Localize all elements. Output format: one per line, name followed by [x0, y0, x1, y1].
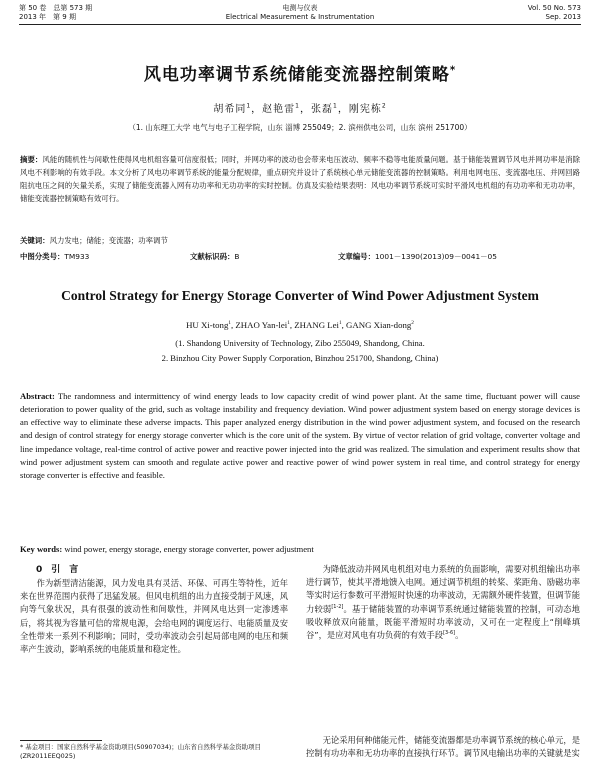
header-center-line2: Electrical Measurement & Instrumentation [225, 13, 375, 21]
keywords-en [20, 543, 580, 556]
footnote-funding: * 基金项目：国家自然科学基金资助项目(50907034)；山东省自然科学基金资助项目(ZR2011EEQ025) [20, 743, 261, 760]
article-number [338, 251, 497, 262]
journal-name [0, 4, 600, 22]
title-cn-block [0, 60, 600, 85]
author-en-1: HU Xi-tong [186, 320, 229, 330]
affiliation-en-1: (1. Shandong University of Technology, Zibo 255049, Shandong, China. [175, 338, 425, 348]
author-cn-4-sup: 2 [381, 102, 387, 110]
body-right-paragraph-2: 无论采用何种储能元件，储能变流器都是功率调节系统的核心单元，是控制有功功率和无功功率的直接执行环节。调节风电输出功率的关键就是实 [306, 735, 580, 759]
title-fund-mark: * [449, 65, 457, 77]
article-number-value: 1001－1390(2013)09－0041－05 [374, 252, 497, 261]
header-left-line2: 2013 年 第 9 期 [19, 13, 76, 21]
author-cn-2: 赵艳雷 [262, 104, 296, 115]
doc-code [190, 251, 239, 262]
body-left-paragraph: 作为新型清洁能源，风力发电具有灵活、环保、可再生等特性，近年来在世界范围内获得了迅猛发展。但风电机组的出力直接受制于风速，风向等气象状况，具有很强的波动性和间歇性，并网风电达到一定渗透率后，将其视为容量可信的常规电源，会给电网的调度运行、电能质量及安全性带来一系列不利影响；同时，受功率波动会引起局部电网的电压和频率产生波动，影响系统的电能质量和稳定性。 [20, 578, 288, 655]
keywords-cn-label: 关键词： [20, 236, 50, 245]
doc-code-label: 文献标识码： [190, 252, 235, 261]
author-cn-4: 刚宪栋 [348, 104, 382, 115]
abstract-en-label: Abstract: [20, 391, 55, 401]
affiliation-en-2: 2. Binzhou City Power Supply Corporation, Binzhou 251700, Shandong, China) [161, 353, 439, 363]
footnote-rule [20, 740, 102, 741]
author-cn-1-sup: 1 [246, 102, 252, 110]
header-right-line1: Vol. 50 No. 573 [527, 4, 581, 12]
body-right-text-1b: 。基于储能装置的功率调节系统通过储能装置的控制，可动态地吸收释放双向能量，既能平滑短时功率波动，又可在一定程度上“削峰填谷”，是应对风电有功负荷的有效手段 [306, 603, 580, 641]
abstract-en [20, 390, 580, 482]
author-cn-1: 胡希同 [213, 104, 247, 115]
author-en-2: ZHAO Yan-lei [235, 320, 288, 330]
author-cn-3: 张磊 [311, 104, 333, 115]
affiliation-cn: （1. 山东理工大学 电气与电子工程学院，山东 淄博 255049；2. 滨州供电公司，山东 滨州 251700） [128, 123, 472, 132]
clc-number [20, 251, 89, 262]
keywords-cn-text: 风力发电；储能；变流器；功率调节 [49, 236, 168, 245]
abstract-en-text: The randomness and intermittency of wind energy leads to low capacity credit of wind power plant. At the same time, fluctuant power will cause deterioration to power quality of the grid, such as voltage instability and frequency deviation. Wind power adjustment system based on energy storage devices is an effective way to eliminate these adverse impacts. This paper analyzed energy distribution in the wind power adjustment system, and focused on the research and design of control strategy for energy storage converter which is the core unit of the system. By virtue of vector relation of grid voltage, converter voltage and line impedance voltage, real-time control of active power and reactive power injected into the grid was realized. The simulation and experiment results show that wind power adjustment system can smooth and regulate active power and reactive power of wind power system in real time, and control strategy for energy storage converter is effective and feasible. [20, 391, 580, 480]
authors-cn: 胡希同$^1$，赵艳雷$^1$，张磊$^1$，刚宪栋$^2$ [213, 102, 387, 115]
section-heading-intro: 0 引 言 [36, 565, 79, 575]
author-en-3-sup: 1 [338, 320, 342, 327]
keywords-en-text: wind power, energy storage, energy storage converter, power adjustment [64, 544, 314, 554]
journal-vol-date [528, 4, 581, 22]
author-en-4-sup: 2 [411, 320, 414, 327]
author-en-4: GANG Xian-dong [346, 320, 412, 330]
keywords-en-label: Key words: [20, 544, 63, 554]
author-en-2-sup: 1 [287, 320, 290, 327]
author-cn-2-sup: 1 [295, 102, 300, 110]
abstract-cn-text: 风能的随机性与间歇性使得风电机组容量可信度很低；同时，并网功率的波动也会带来电压波动、频率不稳等电能质量问题。基于储能装置调节风电并网功率是消除风电不利影响的有效手段。本文分析了风电功率调节系统的能量分配规律，重点研究并设计了系统核心单元储能变流器的控制策略。利用电网电压、变流器电压、并网回路阻抗电压之间的矢量关系，实现了储能变流器入网有功功率和无功功率的实时控制。仿真及实验结果表明：风电功率调节系统可实时平滑风电机组的有功功率和无功功率，储能变流器控制策略有效可行。 [20, 155, 580, 204]
keywords-cn [20, 234, 580, 247]
author-cn-3-sup: 1 [333, 102, 338, 110]
citation-3-6: [3-6] [443, 630, 456, 637]
doc-code-value: B [234, 252, 240, 261]
authors-en: HU Xi-tong$^1$, ZHAO Yan-lei$^1$, ZHANG Lei$^1$, GANG Xian-dong$^2$ [186, 320, 414, 330]
article-number-label: 文章编号： [338, 252, 375, 261]
page-title-en: Control Strategy for Energy Storage Converter of Wind Power Adjustment System [61, 288, 539, 303]
body-right-paragraph-1 [306, 563, 580, 642]
author-en-1-sup: 1 [228, 320, 231, 327]
clc-value: TM933 [64, 252, 90, 261]
clc-label: 中图分类号： [20, 252, 65, 261]
header-left-line1: 第 50 卷 总第 573 期 [19, 4, 93, 12]
header-center-line1: 电测与仪表 [282, 4, 318, 12]
citation-1-2: [1-2] [331, 603, 344, 610]
abstract-cn [20, 153, 580, 205]
header-right-line2: Sep. 2013 [545, 13, 581, 21]
header-rule [19, 24, 581, 25]
author-en-3: ZHANG Lei [294, 320, 339, 330]
page-title-cn: 风电功率调节系统储能变流器控制策略 [143, 65, 450, 85]
body-right-text-1c: 。 [455, 630, 464, 641]
body-right-text-1: 为降低波动并网风电机组对电力系统的负面影响，需要对机组输出功率进行调节，使其平滑地馈入电网。通过调节机组的转桨、桨距角、励磁功率等实时运行参数可平滑短时快速的功率波动，无需额外硬件装置，但调节能力较弱 [306, 564, 580, 614]
abstract-cn-label: 摘要： [20, 155, 43, 164]
